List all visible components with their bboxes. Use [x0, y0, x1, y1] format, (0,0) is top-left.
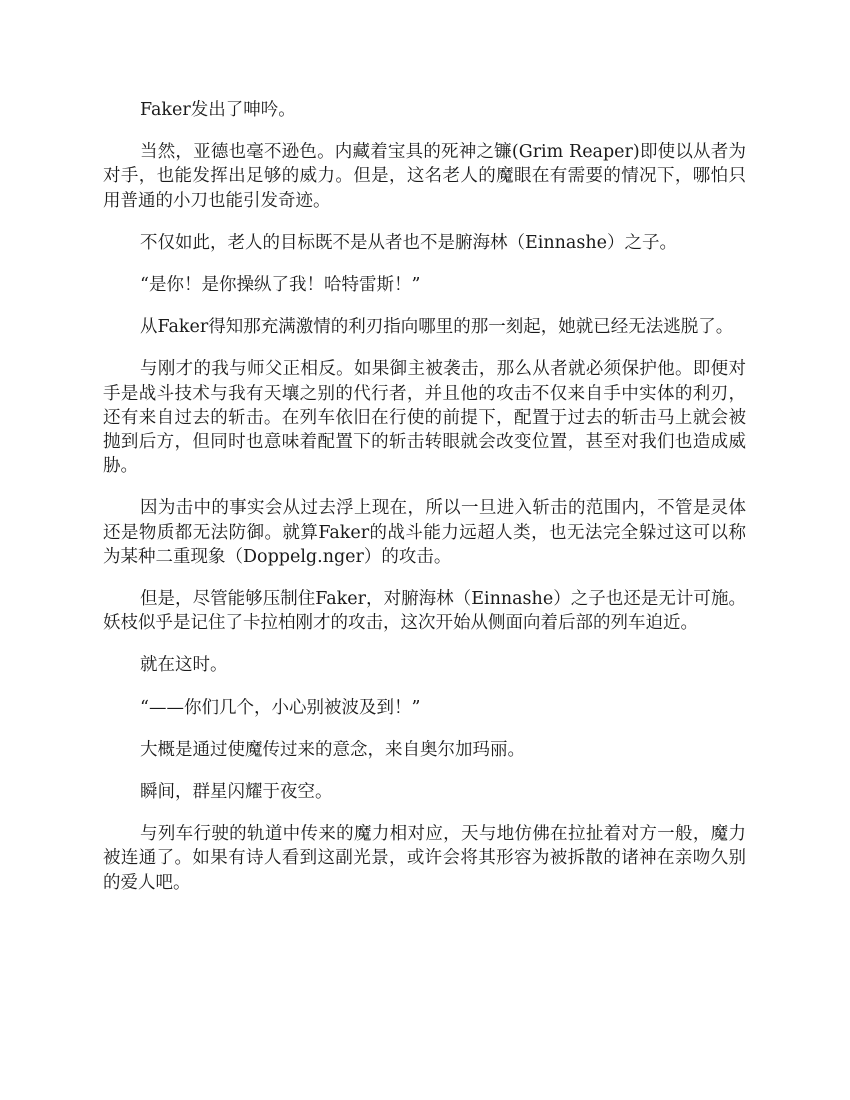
- paragraph: 大概是通过使魔传过来的意念，来自奥尔加玛丽。: [140, 739, 525, 760]
- paragraph: “是你！是你操纵了我！哈特雷斯！”: [140, 275, 421, 296]
- paragraph: 从Faker得知那充满激情的利刃指向哪里的那一刻起，她就已经无法逃脱了。: [140, 317, 734, 338]
- paragraph: 当然，亚德也毫不逊色。内藏着宝具的死神之镰(Grim Reaper)即使以从者为对手，也能发挥出足够的威力。但是，这名老人的魔眼在有需要的情况下，哪怕只用普通的小刀也能引发奇迹。: [103, 142, 746, 211]
- paragraph: “——你们几个，小心别被波及到！”: [140, 697, 421, 718]
- paragraph: 就在这时。: [140, 655, 228, 676]
- paragraph: 与列车行驶的轨道中传来的魔力相对应，天与地仿佛在拉扯着对方一般，魔力被连通了。如果有诗人看到这副光景，或许会将其形容为被拆散的诸神在亲吻久别的爱人吧。: [103, 824, 746, 893]
- paragraph: 瞬间，群星闪耀于夜空。: [140, 782, 333, 803]
- paragraph: Faker发出了呻吟。: [140, 100, 296, 120]
- paragraph: 因为击中的事实会从过去浮上现在，所以一旦进入斩击的范围内，不管是灵体还是物质都无法防御。就算Faker的战斗能力远超人类，也无法完全躲过这可以称为某种二重现象（Doppelg.nger）的攻击。: [103, 498, 746, 567]
- document-page: [103, 98, 746, 913]
- paragraph: 但是，尽管能够压制住Faker，对腑海林（Einnashe）之子也还是无计可施。妖枝似乎是记住了卡拉柏刚才的攻击，这次开始从侧面向着后部的列车迫近。: [103, 589, 746, 634]
- paragraph: 不仅如此，老人的目标既不是从者也不是腑海林（Einnashe）之子。: [140, 232, 677, 253]
- paragraph: 与刚才的我与师父正相反。如果御主被袭击，那么从者就必须保护他。即便对手是战斗技术与我有天壤之别的代行者，并且他的攻击不仅来自手中实体的利刃，还有来自过去的斩击。在列车依旧在行使的前提下，配置于过去的斩击马上就会被抛到后方，但同时也意味着配置下的斩击转眼就会改变位置，甚至对我们也造成威胁。: [103, 359, 746, 477]
